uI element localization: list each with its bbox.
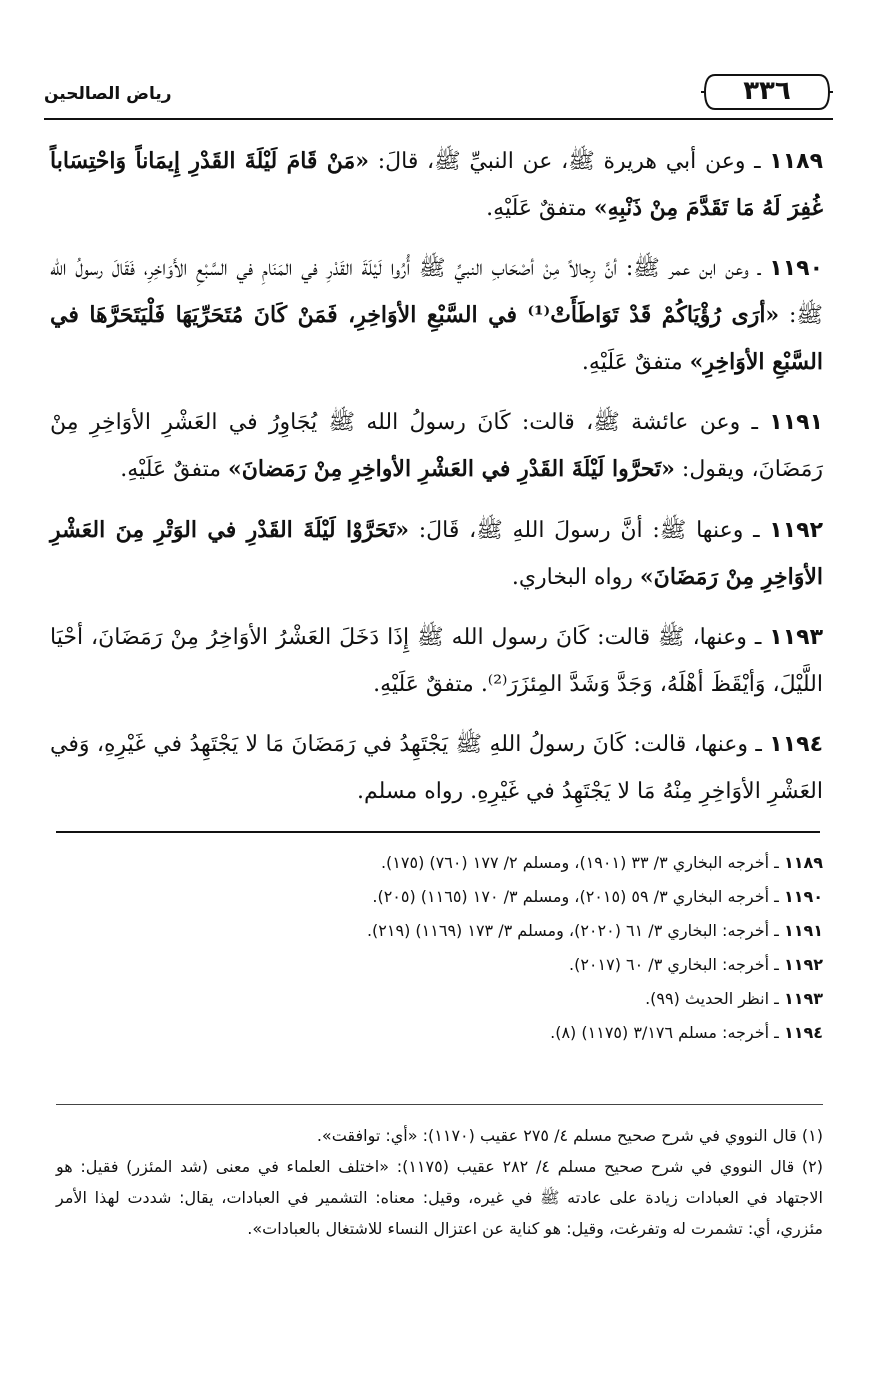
- hadith-outro: متفقٌ عَلَيْهِ.: [486, 196, 594, 221]
- hadith-1192: [50, 507, 823, 601]
- hadith-number: ١١٩٢: [769, 518, 823, 543]
- page-number-text: ٣٣٦: [743, 76, 791, 106]
- hadith-1189: [50, 138, 823, 232]
- hadith-quote: «مَنْ قَامَ لَيْلَةَ القَدْرِ إِيمَاناً وَاحْتِسَاباً غُفِرَ لَهُ مَا تَقَدَّمَ مِنْ ذَنْبِهِ»: [50, 148, 823, 221]
- takhrij-line: [56, 914, 823, 948]
- takhrij-line: [56, 982, 823, 1016]
- takhrij-number: ١١٩١: [783, 921, 823, 940]
- footnotes: [56, 1120, 823, 1244]
- takhrij-text: ـ أخرجه: مسلم ٣/١٧٦ (١١٧٥) (٨).: [550, 1023, 784, 1042]
- hadith-intro: ـ وعن ابن عمر ﷺ: أنَّ رِجالاً مِنْ أصْحَابِ النبيِّ ﷺ أُرُوا لَيْلَةَ القَدْرِ في المَنَامِ في السَّبْعِ الأَوَاخِرِ، فَقَالَ رسولُ الله ﷺ:: [50, 256, 824, 328]
- hadith-quote: «تَحَرَّوْا لَيْلَةَ القَدْرِ في الوَتْرِ مِنَ العَشْرِ الأوَاخِرِ مِنْ رَمَضَانَ»: [50, 517, 823, 590]
- takhrij-text: ـ أخرجه: البخاري ٣/ ٦١ (٢٠٢٠)، ومسلم ٣/ ١٧٣ (١١٦٩) (٢١٩).: [366, 921, 784, 940]
- hadith-quote: «تَحرَّوا لَيْلَةَ القَدْرِ في العَشْرِ الأواخِرِ مِنْ رَمَضانَ»: [228, 456, 675, 482]
- takhrij-number: ١١٩٣: [783, 989, 823, 1008]
- hadith-number: ١١٩٠: [769, 256, 823, 281]
- hadith-intro: ـ وعنها، قالت: كَانَ رسولُ اللهِ ﷺ يَجْتَهِدُ في رَمَضَانَ مَا لا يَجْتَهِدُ في غَيْرِهِ، وَفي العَشْرِ الأوَاخِرِ مِنْهُ مَا لا يَجْتَهِدُ في غَيْرِهِ. رواه مسلم.: [50, 732, 823, 804]
- hadith-outro: رواه البخاري.: [511, 565, 640, 590]
- hadith-number: ١١٩٤: [769, 732, 823, 757]
- hadith-intro: ـ وعن عائشة ﷺ، قالت: كَانَ رسولُ الله ﷺ يُجَاوِرُ في العَشْرِ الأوَاخِرِ مِنْ رَمَضَانَ، ويقول:: [50, 410, 823, 482]
- takhrij-text: ـ أخرجه: البخاري ٣/ ٦٠ (٢٠١٧).: [568, 955, 784, 974]
- footnote-2: (٢) قال النووي في شرح صحيح مسلم ٤/ ٢٨٢ عقيب (١١٧٥): «اختلف العلماء في معنى (شد المئزر) فقيل: هو الاجتهاد في العبادات زيادة على عادته ﷺ في غيره، وقيل: معناه: التشمير في العبادات، يقال: شددت لهذا الأمر مئزري، أي: تشمرت له وتفرغت، وقيل: هو كناية عن اعتزال النساء للاشتغال بالعبادات».: [56, 1157, 823, 1238]
- takhrij-line: [56, 846, 823, 880]
- hadith-1193: [50, 615, 823, 708]
- hadith-intro: ـ وعنها، ﷺ قالت: كَانَ رسول الله ﷺ إِذَا دَخَلَ العَشْرُ الأوَاخِرُ مِنْ رَمَضَانَ، أحْيَا اللَّيْلَ، وَأيْقَظَ أهْلَهُ، وَجَدَّ وَشَدَّ المِئزَرَ⁽²⁾. متفقٌ عَلَيْهِ.: [50, 625, 823, 697]
- hadith-intro: ـ وعنها ﷺ: أنَّ رسولَ اللهِ ﷺ، قَالَ:: [409, 518, 770, 543]
- hadith-list: [50, 138, 823, 829]
- page-header: [44, 68, 833, 120]
- takhrij-line: [56, 1016, 823, 1050]
- hadith-outro: متفقٌ عَلَيْهِ.: [581, 350, 690, 375]
- takhrij-number: ١١٩٢: [783, 955, 823, 974]
- header-rule: [44, 118, 833, 120]
- takhrij-number: ١١٩٠: [783, 887, 823, 906]
- hadith-number: ١١٩٣: [769, 625, 823, 650]
- takhrij-line: [56, 880, 823, 914]
- hadith-intro: ـ وعن أبي هريرة ﷺ، عن النبيِّ ﷺ، قالَ:: [369, 149, 770, 174]
- footnote-1: (١) قال النووي في شرح صحيح مسلم ٤/ ٢٧٥ عقيب (١١٧٠): «أي: توافقت».: [316, 1126, 823, 1145]
- takhrij-text: ـ أخرجه البخاري ٣/ ٥٩ (٢٠١٥)، ومسلم ٣/ ١٧٠ (١١٦٥) (٢٠٥).: [372, 887, 784, 906]
- footnote-divider: [56, 1104, 823, 1105]
- takhrij-number: ١١٩٤: [783, 1023, 823, 1042]
- takhrij-number: ١١٨٩: [783, 853, 823, 872]
- hadith-outro: متفقٌ عَلَيْهِ.: [120, 457, 228, 482]
- hadith-quote: «أرَى رُؤْيَاكُمْ قَدْ تَوَاطَأَتْ⁽¹⁾ في السَّبْعِ الأوَاخِرِ، فَمَنْ كَانَ مُتَحَرِّيَهَا فَلْيَتَحَرَّهَا في السَّبْعِ الأوَاخِرِ»: [50, 302, 823, 375]
- book-title: رياض الصالحين: [44, 84, 172, 104]
- hadith-number: ١١٩١: [769, 410, 823, 435]
- takhrij-divider: [56, 831, 820, 833]
- takhrij-list: [56, 846, 823, 1050]
- takhrij-line: [56, 948, 823, 982]
- page-number: [701, 72, 833, 112]
- takhrij-text: ـ أخرجه البخاري ٣/ ٣٣ (١٩٠١)، ومسلم ٢/ ١٧٧ (٧٦٠) (١٧٥).: [380, 853, 784, 872]
- hadith-1191: [50, 400, 823, 493]
- hadith-number: ١١٨٩: [769, 149, 823, 174]
- hadith-1190: [50, 246, 823, 386]
- hadith-1194: [50, 722, 823, 815]
- takhrij-text: ـ انظر الحديث (٩٩).: [645, 989, 784, 1008]
